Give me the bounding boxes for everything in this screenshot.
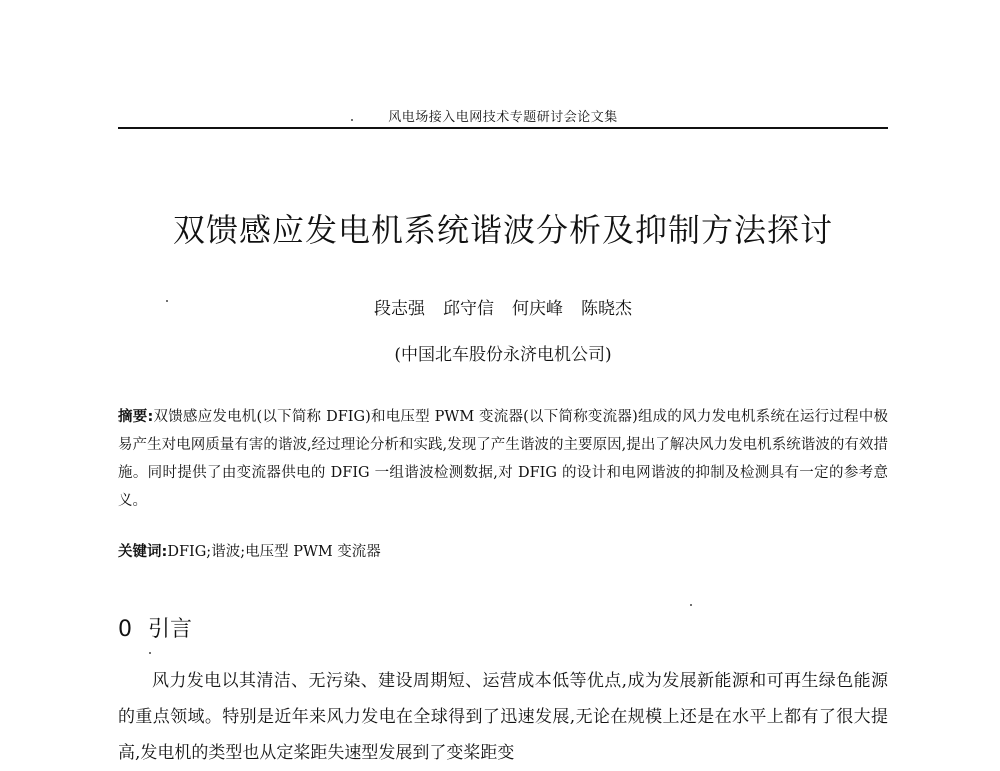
keywords bbox=[118, 538, 888, 566]
scan-speck bbox=[149, 652, 151, 654]
keywords-label: 关键词: bbox=[118, 544, 168, 560]
keywords-text: DFIG;谐波;电压型 PWM 变流器 bbox=[167, 544, 381, 560]
scan-speck bbox=[166, 300, 168, 302]
abstract-label: 摘要: bbox=[118, 409, 154, 425]
author-affiliation: (中国北车股份永济电机公司) bbox=[394, 345, 612, 365]
running-header: 风电场接入电网技术专题研讨会论文集 bbox=[388, 110, 618, 125]
author-list bbox=[118, 294, 888, 319]
paper-title: 双馈感应发电机系统谐波分析及抑制方法探讨 bbox=[172, 211, 833, 249]
header-divider bbox=[118, 127, 888, 129]
author-name: 何庆峰 bbox=[512, 299, 563, 319]
author-name: 段志强 bbox=[374, 299, 425, 319]
author-name: 陈晓杰 bbox=[581, 299, 632, 319]
author-name: 邱守信 bbox=[443, 299, 494, 319]
section-number: 0 bbox=[118, 617, 132, 642]
scan-speck bbox=[690, 604, 692, 606]
section-paragraph: 风力发电以其清洁、无污染、建设周期短、运营成本低等优点,成为发展新能源和可再生绿色能源的重点领域。特别是近年来风力发电在全球得到了迅速发展,无论在规模上还是在水平上都有了很大提高,发电机的类型也从定桨距失速型发展到了变桨距变 bbox=[118, 671, 888, 763]
section-title: 引言 bbox=[148, 617, 193, 642]
abstract bbox=[118, 403, 888, 515]
section-heading bbox=[118, 612, 192, 643]
scan-speck bbox=[351, 119, 353, 121]
abstract-text: 双馈感应发电机(以下简称 DFIG)和电压型 PWM 变流器(以下简称变流器)组成的风力发电机系统在运行过程中极易产生对电网质量有害的谐波,经过理论分析和实践,发现了产生谐波的主要原因,提出了解决风力发电机系统谐波的有效措施。同时提供了由变流器供电的 DFIG 一组谐波检测数据,对 DFIG 的设计和电网谐波的抑制及检测具有一定的参考意义。 bbox=[118, 409, 888, 509]
